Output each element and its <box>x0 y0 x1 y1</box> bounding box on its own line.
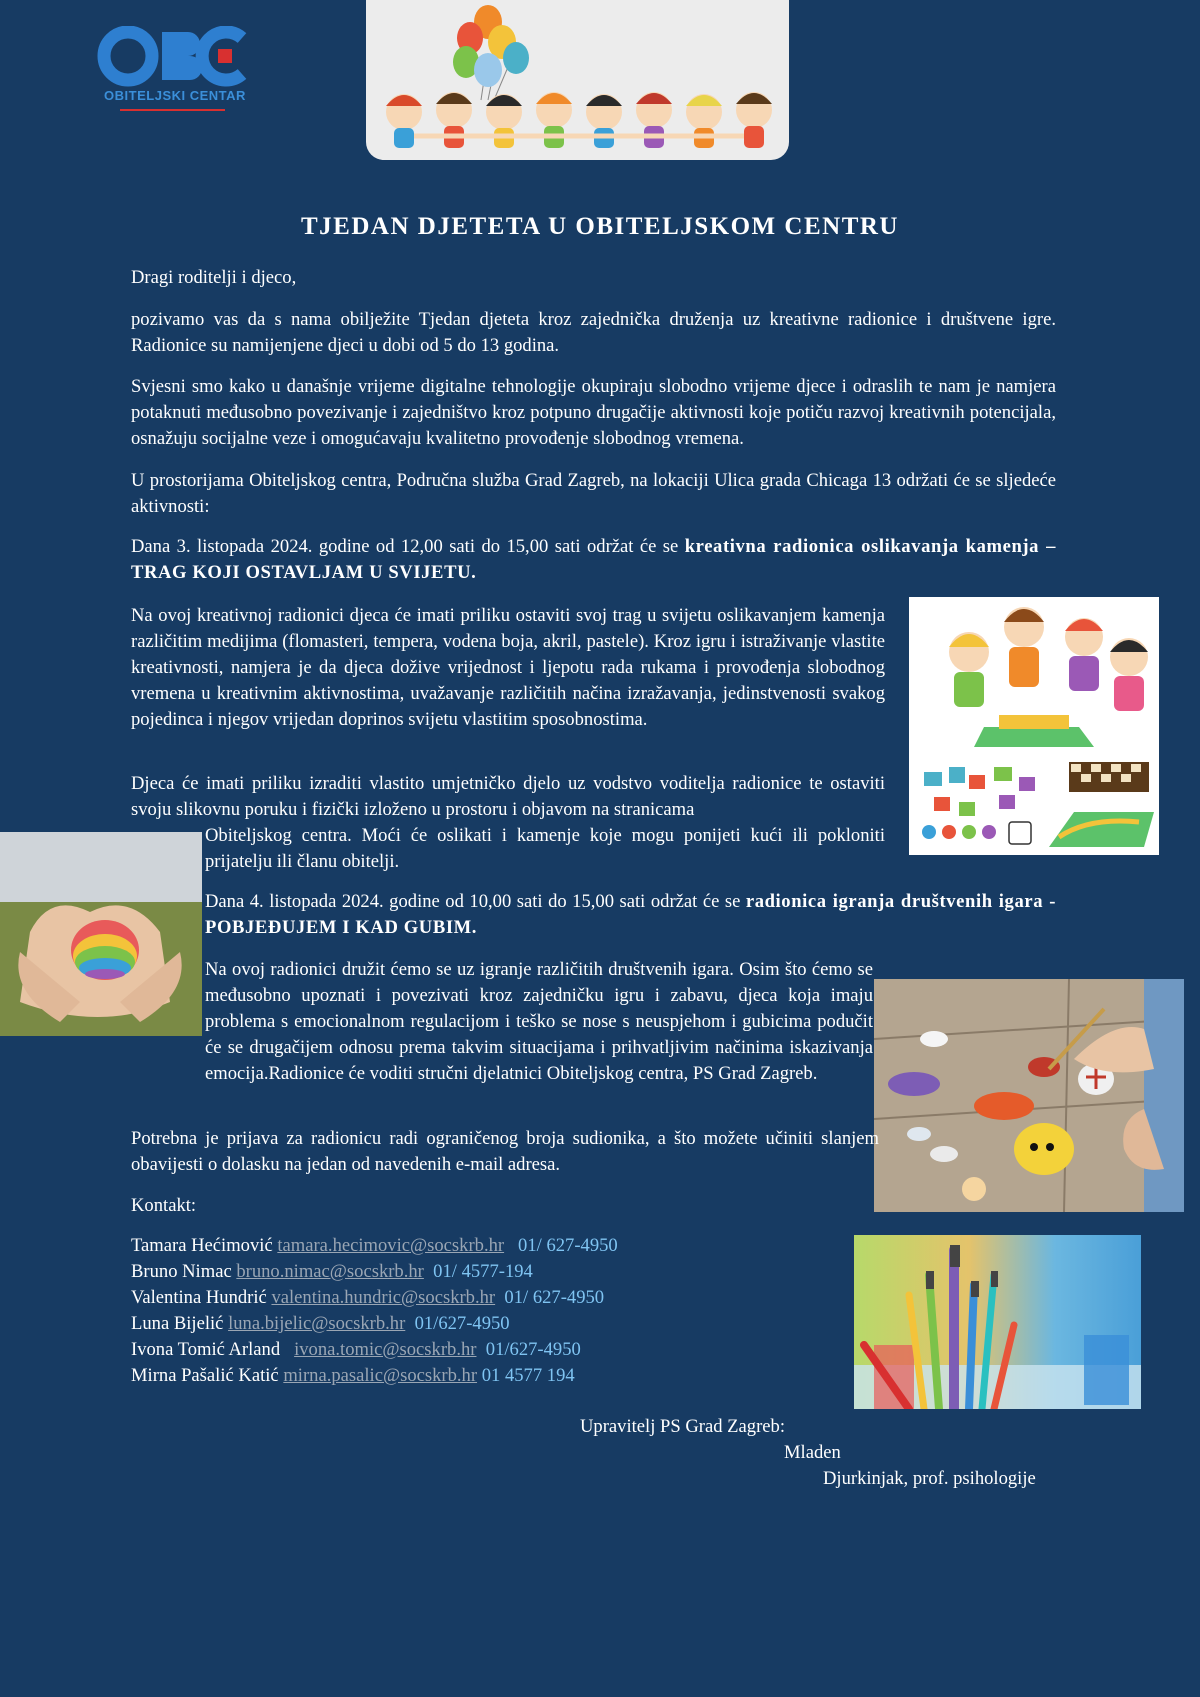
contact-name: Mirna Pašalić Katić <box>131 1365 284 1386</box>
children-with-balloons-illustration <box>366 0 789 160</box>
page-title: TJEDAN DJETETA U OBITELJSKOM CENTRU <box>301 213 899 240</box>
contact-phone: 01/627-4950 <box>476 1339 581 1360</box>
paragraph-intro: pozivamo vas da s nama obilježite Tjedan djeteta kroz zajednička druženja uz kreativne radionice i društvene igre. Radionice su namijenjene djeci u dobi od 5 do 13 godina. <box>131 309 1056 356</box>
contact-name: Tamara Hećimović <box>131 1235 278 1256</box>
contact-phone: 01/ 4577-194 <box>423 1261 533 1282</box>
contact-name: Valentina Hundrić <box>131 1287 272 1308</box>
contact-phone: 01/627-4950 <box>405 1313 510 1334</box>
event2-highlight: radionica igranja društvenih igara - POBJEĐUJEM I KAD GUBIM. <box>205 891 1056 938</box>
brushes-image <box>854 1235 1141 1409</box>
logo-text: OBITELJSKI CENTAR <box>104 88 246 103</box>
painting-stones-photo <box>874 979 1184 1212</box>
board-games-illustration <box>909 597 1159 855</box>
registration-text: Potrebna je prijava za radionicu radi ograničenog broja sudionika, a što možete učiniti slanjem obavijesti o dolasku na jedan od navedenih e-mail adresa. <box>131 1128 879 1175</box>
event1-description: Na ovoj kreativnoj radionici djeca će imati priliku ostaviti svoj trag u svijetu oslikavanjem kamenja različitim medijima (flomasteri, tempera, vodena boja, akril, pastele). Kroz igru i istraživanje vlastite kreativnosti, namjera je da djeca dožive vrijednost i ljepotu rada rukama i provođenja slobodnog vremena u kreativnim aktivnostima, uvažavanje različitih načina izražavanja, jedinstvenosti svakog pojedinca i njegov vrijedan doprinos svijetu vlastitim sposobnostima. <box>131 605 885 730</box>
paragraph-location: U prostorijama Obiteljskog centra, Područna služba Grad Zagreb, na lokaciji Ulica grada Chicaga 13 održati će se sljedeće aktivnosti: <box>131 470 1056 517</box>
contact-row <box>131 1233 618 1259</box>
obc-logo <box>90 26 260 116</box>
contact-phone: 01 4577 194 <box>477 1365 575 1386</box>
event2-heading <box>205 889 1056 941</box>
contact-phone: 01/ 627-4950 <box>504 1235 618 1256</box>
contact-name: Bruno Nimac <box>131 1261 237 1282</box>
obc-logo-icon <box>90 26 260 88</box>
contact-email-link[interactable]: mirna.pasalic@socskrb.hr <box>283 1365 478 1386</box>
contact-email-link[interactable]: luna.bijelic@socskrb.hr <box>228 1313 406 1334</box>
event1-highlight: kreativna radionica oslikavanja kamenja – TRAG KOJI OSTAVLJAM U SVIJETU. <box>131 536 1056 583</box>
event2-description: Na ovoj radionici družit ćemo se uz igranje različitih društvenih igara. Osim što ćemo se međusobno upoznati i povezivati kroz zajedničku igru i zabavu, djeca koja imaju problema s emocionalnom regulacijom i teško se nose s neuspjehom i gubicima podučit će se drugačijem odnosu prema takvim situacijama i prihvatljivim načinima iskazivanja emocija.Radionice će voditi stručni djelatnici Obiteljskog centra, PS Grad Zagreb. <box>205 959 873 1084</box>
signature-title: Upravitelj PS Grad Zagreb: <box>580 1416 785 1437</box>
contact-label: Kontakt: <box>131 1195 197 1216</box>
event1-intro: Dana 3. listopada 2024. godine od 12,00 sati do 15,00 sati održat će se <box>131 536 685 557</box>
logo-underline <box>120 109 225 111</box>
event1-heading <box>131 534 1056 586</box>
contact-row <box>131 1363 618 1389</box>
contact-row <box>131 1285 618 1311</box>
contact-row <box>131 1337 618 1363</box>
paragraph-digital: Svjesni smo kako u današnje vrijeme digitalne tehnologije okupiraju slobodno vrijeme djece i odraslih te nam je namjera potaknuti međusobno povezivanje i zajedništvo kroz potpuno drugačije aktivnosti koje potiču razvoj kreativnih potencijala, osnažuju socijalne veze i omogućavaju kvalitetno provođenje slobodnog vremena. <box>131 376 1056 449</box>
paint-brushes-photo <box>854 1235 1141 1409</box>
signature-first-name: Mladen <box>784 1442 841 1463</box>
event1-description-2: Djeca će imati priliku izraditi vlastito umjetničko djelo uz vodstvo voditelja radionice te ostaviti svoju slikovnu poruku i fizički izloženo u prostoru i objavom na stranicama <box>131 773 885 820</box>
painting-stones-image <box>874 979 1184 1212</box>
contact-row <box>131 1259 618 1285</box>
contact-row <box>131 1311 618 1337</box>
event2-intro: Dana 4. listopada 2024. godine od 10,00 sati do 15,00 sati održat će se <box>205 891 746 912</box>
event1-description-3: Obiteljskog centra. Moći će oslikati i kamenje koje mogu ponijeti kući ili pokloniti prijatelju ili članu obitelji. <box>205 825 885 872</box>
children-banner <box>366 0 789 160</box>
greeting: Dragi roditelji i djeco, <box>131 267 297 288</box>
contact-email-link[interactable]: valentina.hundric@socskrb.hr <box>271 1287 496 1308</box>
board-games-image <box>909 597 1159 855</box>
contact-email-link[interactable]: ivona.tomic@socskrb.hr <box>294 1339 477 1360</box>
signature-last-name: Djurkinjak, prof. psihologije <box>823 1468 1036 1489</box>
contacts-list <box>131 1233 618 1389</box>
rainbow-stone-in-hands-photo <box>0 832 202 1036</box>
contact-name: Ivona Tomić Arland <box>131 1339 295 1360</box>
contact-email-link[interactable]: bruno.nimac@socskrb.hr <box>236 1261 424 1282</box>
contact-email-link[interactable]: tamara.hecimovic@socskrb.hr <box>277 1235 505 1256</box>
contact-phone: 01/ 627-4950 <box>495 1287 605 1308</box>
contact-name: Luna Bijelić <box>131 1313 229 1334</box>
rainbow-stone-image <box>0 832 202 1036</box>
